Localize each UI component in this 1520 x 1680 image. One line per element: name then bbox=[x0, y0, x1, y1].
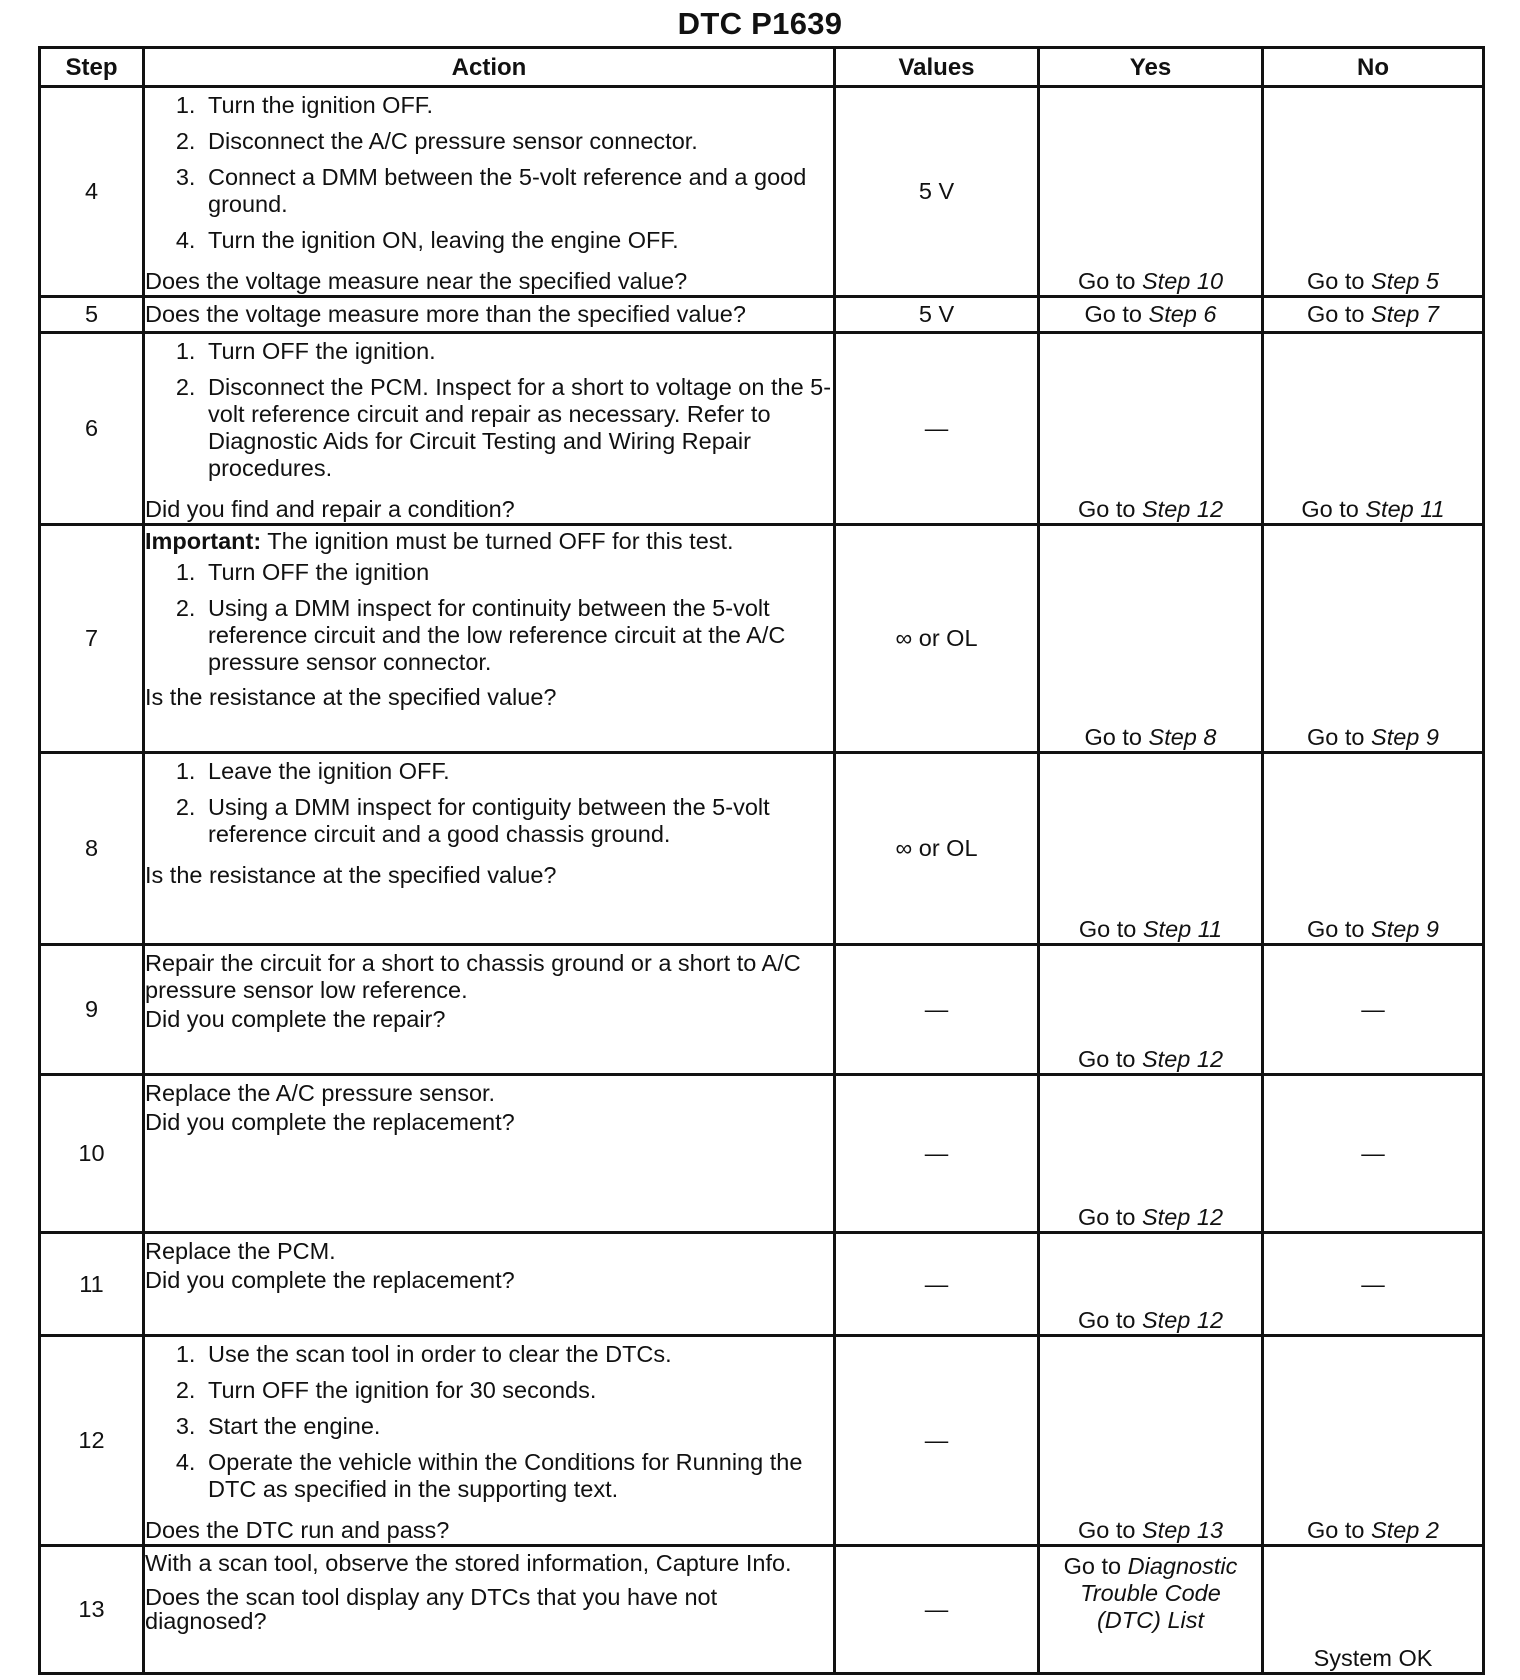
list-item: 3. Connect a DMM between the 5-volt reference and a good ground. bbox=[202, 164, 833, 218]
step-number: 8 bbox=[40, 753, 144, 945]
action-cell bbox=[144, 1546, 835, 1674]
no-target-link[interactable]: Step 7 bbox=[1371, 301, 1439, 327]
yes-prefix: Go to bbox=[1077, 1046, 1142, 1072]
table-row bbox=[40, 87, 1484, 297]
yes-cell bbox=[1039, 1233, 1263, 1336]
list-item: 2. Using a DMM inspect for continuity between the 5-volt reference circuit and the low reference circuit at the A/C pressure sensor connector. bbox=[202, 595, 833, 676]
list-item: 1. Turn the ignition OFF. bbox=[202, 92, 833, 119]
action-steps-list bbox=[145, 92, 833, 260]
yes-target-link[interactable]: Step 6 bbox=[1148, 301, 1217, 327]
yes-cell bbox=[1039, 87, 1263, 297]
no-target-link[interactable]: Step 5 bbox=[1371, 268, 1439, 294]
list-item: 2. Disconnect the PCM. Inspect for a short to voltage on the 5-volt reference circuit and repair as necessary. Refer to Diagnostic Aids for Circuit Testing and Wiring Repair procedures. bbox=[202, 374, 833, 482]
no-cell: — bbox=[1263, 1233, 1484, 1336]
yes-target-link[interactable]: Step 12 bbox=[1142, 1204, 1224, 1230]
step-number: 10 bbox=[40, 1075, 144, 1233]
list-item: 1. Use the scan tool in order to clear the DTCs. bbox=[202, 1341, 833, 1368]
yes-prefix: Go to bbox=[1077, 496, 1142, 522]
action-steps-list bbox=[145, 758, 833, 854]
header-no: No bbox=[1263, 48, 1484, 87]
yes-target-link[interactable]: Step 10 bbox=[1142, 268, 1224, 294]
table-row bbox=[40, 1336, 1484, 1546]
action-question: Does the voltage measure more than the specified value? bbox=[145, 301, 746, 327]
value-cell: 5 V bbox=[835, 297, 1039, 333]
yes-prefix: Go to bbox=[1084, 724, 1149, 750]
no-prefix: Go to bbox=[1301, 496, 1366, 522]
yes-target-link[interactable]: Step 11 bbox=[1142, 916, 1223, 942]
table-row bbox=[40, 525, 1484, 753]
table-row bbox=[40, 333, 1484, 525]
important-label: Important: bbox=[145, 528, 262, 554]
list-item: 3. Start the engine. bbox=[202, 1413, 833, 1440]
yes-target-link[interactable]: Step 8 bbox=[1148, 724, 1217, 750]
yes-cell bbox=[1039, 297, 1263, 333]
table-row bbox=[40, 945, 1484, 1075]
page-title: DTC P1639 bbox=[677, 6, 843, 41]
header-yes: Yes bbox=[1039, 48, 1263, 87]
action-question: Does the scan tool display any DTCs that you have not diagnosed? bbox=[145, 1584, 718, 1634]
yes-prefix: Go to bbox=[1077, 1517, 1142, 1543]
action-question: Is the resistance at the specified value? bbox=[145, 684, 557, 710]
no-cell bbox=[1263, 87, 1484, 297]
no-target-link[interactable]: Step 2 bbox=[1371, 1517, 1439, 1543]
action-question: Did you find and repair a condition? bbox=[145, 496, 515, 522]
yes-cell bbox=[1039, 753, 1263, 945]
step-number: 5 bbox=[40, 297, 144, 333]
yes-cell bbox=[1039, 1546, 1263, 1674]
list-item: 1. Turn OFF the ignition. bbox=[202, 338, 833, 365]
no-prefix: Go to bbox=[1307, 301, 1372, 327]
yes-target-link[interactable]: Diagnostic Trouble Code (DTC) List bbox=[1080, 1553, 1238, 1633]
no-prefix: Go to bbox=[1307, 268, 1372, 294]
yes-target-link[interactable]: Step 12 bbox=[1142, 1046, 1224, 1072]
action-cell bbox=[144, 1233, 835, 1336]
no-target-link[interactable]: Step 9 bbox=[1371, 724, 1439, 750]
table-row bbox=[40, 1075, 1484, 1233]
action-cell bbox=[144, 945, 835, 1075]
yes-cell bbox=[1039, 1336, 1263, 1546]
no-target-link[interactable]: Step 11 bbox=[1365, 496, 1445, 522]
yes-prefix: Go to bbox=[1084, 301, 1149, 327]
no-target-link[interactable]: Step 9 bbox=[1371, 916, 1439, 942]
action-cell bbox=[144, 525, 835, 753]
value-cell: 5 V bbox=[835, 87, 1039, 297]
yes-cell bbox=[1039, 525, 1263, 753]
action-cell bbox=[144, 87, 835, 297]
no-prefix: Go to bbox=[1307, 916, 1372, 942]
step-number: 6 bbox=[40, 333, 144, 525]
header-action: Action bbox=[144, 48, 835, 87]
table-header-row bbox=[40, 48, 1484, 87]
value-cell: — bbox=[835, 333, 1039, 525]
yes-target-link[interactable]: Step 12 bbox=[1142, 496, 1224, 522]
yes-target-link[interactable]: Step 12 bbox=[1142, 1307, 1224, 1333]
action-steps-list bbox=[145, 338, 833, 488]
yes-cell bbox=[1039, 1075, 1263, 1233]
table-row bbox=[40, 1546, 1484, 1674]
action-steps-list bbox=[145, 1341, 833, 1509]
action-cell bbox=[144, 1075, 835, 1233]
action-cell bbox=[144, 297, 835, 333]
action-question: Does the voltage measure near the specified value? bbox=[145, 268, 688, 294]
yes-cell bbox=[1039, 333, 1263, 525]
action-text: With a scan tool, observe the stored information, Capture Info. bbox=[145, 1550, 792, 1576]
action-text: Replace the A/C pressure sensor. bbox=[145, 1080, 496, 1106]
action-cell bbox=[144, 333, 835, 525]
step-number: 9 bbox=[40, 945, 144, 1075]
action-question: Did you complete the replacement? bbox=[145, 1109, 515, 1135]
action-question: Did you complete the repair? bbox=[145, 1006, 446, 1032]
action-text: Repair the circuit for a short to chassis ground or a short to A/C pressure sensor low reference. bbox=[145, 950, 801, 1003]
no-cell bbox=[1263, 1336, 1484, 1546]
yes-cell bbox=[1039, 945, 1263, 1075]
yes-prefix: Go to bbox=[1077, 268, 1142, 294]
value-cell: — bbox=[835, 945, 1039, 1075]
action-question: Is the resistance at the specified value? bbox=[145, 862, 557, 888]
action-question: Does the DTC run and pass? bbox=[145, 1517, 450, 1543]
step-number: 4 bbox=[40, 87, 144, 297]
list-item: 4. Operate the vehicle within the Conditions for Running the DTC as specified in the supporting text. bbox=[202, 1449, 833, 1503]
no-cell bbox=[1263, 297, 1484, 333]
action-steps-list bbox=[145, 559, 833, 676]
important-note bbox=[145, 528, 833, 555]
step-number: 7 bbox=[40, 525, 144, 753]
action-cell bbox=[144, 753, 835, 945]
no-prefix: Go to bbox=[1307, 724, 1372, 750]
yes-prefix: Go to bbox=[1078, 916, 1143, 942]
no-cell: System OK bbox=[1263, 1546, 1484, 1674]
no-cell bbox=[1263, 753, 1484, 945]
yes-prefix: Go to bbox=[1063, 1553, 1128, 1579]
step-number: 13 bbox=[40, 1546, 144, 1674]
yes-prefix: Go to bbox=[1077, 1307, 1142, 1333]
no-cell: — bbox=[1263, 945, 1484, 1075]
step-number: 11 bbox=[40, 1233, 144, 1336]
action-cell bbox=[144, 1336, 835, 1546]
action-question: Did you complete the replacement? bbox=[145, 1267, 515, 1293]
list-item: 2. Turn OFF the ignition for 30 seconds. bbox=[202, 1377, 833, 1404]
yes-prefix: Go to bbox=[1077, 1204, 1142, 1230]
value-cell: ∞ or OL bbox=[835, 753, 1039, 945]
action-text: Replace the PCM. bbox=[145, 1238, 336, 1264]
list-item: 1. Leave the ignition OFF. bbox=[202, 758, 833, 785]
no-cell bbox=[1263, 333, 1484, 525]
list-item: 1. Turn OFF the ignition bbox=[202, 559, 833, 586]
no-cell bbox=[1263, 525, 1484, 753]
table-row bbox=[40, 1233, 1484, 1336]
yes-target-link[interactable]: Step 13 bbox=[1142, 1517, 1224, 1543]
diagnostic-table bbox=[38, 46, 1485, 1675]
step-number: 12 bbox=[40, 1336, 144, 1546]
important-text: The ignition must be turned OFF for this test. bbox=[261, 528, 734, 554]
value-cell: — bbox=[835, 1546, 1039, 1674]
no-cell: — bbox=[1263, 1075, 1484, 1233]
value-cell: — bbox=[835, 1233, 1039, 1336]
list-item: 2. Disconnect the A/C pressure sensor connector. bbox=[202, 128, 833, 155]
no-prefix: Go to bbox=[1307, 1517, 1372, 1543]
table-row bbox=[40, 753, 1484, 945]
value-cell: — bbox=[835, 1075, 1039, 1233]
value-cell: — bbox=[835, 1336, 1039, 1546]
header-step: Step bbox=[40, 48, 144, 87]
header-values: Values bbox=[835, 48, 1039, 87]
table-row bbox=[40, 297, 1484, 333]
value-cell: ∞ or OL bbox=[835, 525, 1039, 753]
list-item: 4. Turn the ignition ON, leaving the engine OFF. bbox=[202, 227, 833, 254]
list-item: 2. Using a DMM inspect for contiguity between the 5-volt reference circuit and a good chassis ground. bbox=[202, 794, 833, 848]
